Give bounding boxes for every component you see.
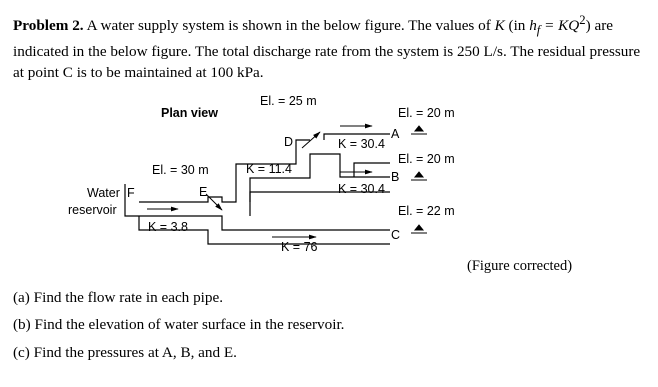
water-level-b-icon bbox=[411, 172, 427, 180]
problem-label: Problem 2. bbox=[13, 17, 84, 35]
node-d-label: D bbox=[284, 135, 294, 149]
figure-corrected-note: (Figure corrected) bbox=[467, 258, 573, 274]
formula-subscript: f bbox=[536, 23, 541, 38]
paren-close: ) are bbox=[585, 17, 614, 35]
water-level-a-icon bbox=[411, 126, 427, 134]
problem-line-3: at point C is to be maintained at 100 kPa. bbox=[13, 64, 264, 82]
formula-superscript: 2 bbox=[579, 13, 586, 27]
elevation-b: El. = 20 m bbox=[398, 152, 455, 166]
k-value-ec: K = 76 bbox=[281, 240, 318, 254]
question-a: (a) Find the flow rate in each pipe. bbox=[13, 289, 224, 306]
water-label: Water bbox=[87, 186, 120, 200]
problem-intro: A water supply system is shown in the below figure. The values of bbox=[86, 17, 491, 35]
k-value-fe: K = 3.8 bbox=[148, 220, 188, 234]
plan-view-label: Plan view bbox=[161, 106, 218, 120]
elevation-e: El. = 30 m bbox=[152, 163, 209, 177]
problem-line-2: indicated in the below figure. The total discharge rate from the system is 250 L/s. The residual pressure bbox=[13, 43, 641, 61]
k-symbol: K bbox=[494, 17, 505, 35]
node-e-label: E bbox=[199, 185, 208, 199]
node-a-label: A bbox=[391, 127, 400, 141]
pipe-branch-b bbox=[354, 163, 390, 177]
node-f-label: F bbox=[127, 186, 135, 200]
question-c: (c) Find the pressures at A, B, and E. bbox=[13, 344, 237, 361]
k-value-da: K = 30.4 bbox=[338, 137, 385, 151]
water-level-c-icon bbox=[411, 225, 427, 233]
node-b-label: B bbox=[391, 170, 400, 184]
formula-eq: = KQ bbox=[544, 17, 580, 35]
paren-open: (in bbox=[508, 17, 526, 35]
elevation-a: El. = 20 m bbox=[398, 106, 455, 120]
formula-h: h bbox=[529, 17, 537, 35]
question-b: (b) Find the elevation of water surface in the reservoir. bbox=[13, 316, 345, 333]
reservoir-label: reservoir bbox=[68, 203, 117, 217]
elevation-c: El. = 22 m bbox=[398, 204, 455, 218]
k-value-db: K = 30.4 bbox=[338, 182, 385, 196]
node-c-label: C bbox=[391, 228, 401, 242]
elevation-d: El. = 25 m bbox=[260, 94, 317, 108]
k-value-ed: K = 11.4 bbox=[246, 162, 292, 176]
